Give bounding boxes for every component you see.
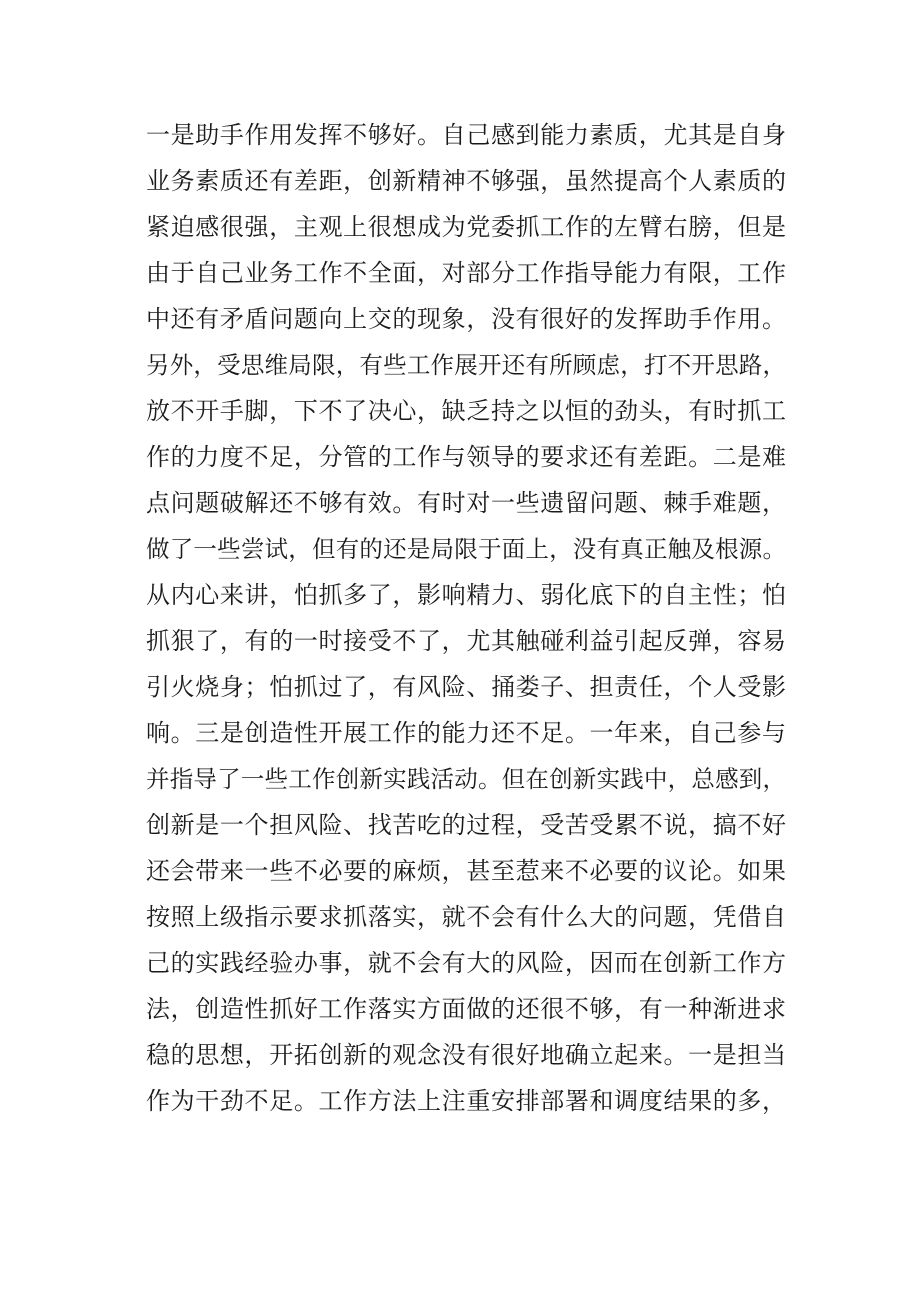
text-line: 中还有矛盾问题向上交的现象，没有很好的发挥助手作用。 — [146, 305, 786, 333]
text-line: 另外，受思维局限，有些工作展开还有所顾虑，打不开思路， — [146, 351, 786, 379]
text-line: 引火烧身；怕抓过了，有风险、捅娄子、担责任，个人受影 — [146, 673, 786, 701]
text-line: 放不开手脚，下不了决心，缺乏持之以恒的劲头，有时抓工 — [146, 397, 786, 425]
text-line: 做了一些尝试，但有的还是局限于面上，没有真正触及根源。 — [146, 535, 786, 563]
text-line: 从内心来讲，怕抓多了，影响精力、弱化底下的自主性；怕 — [146, 581, 786, 609]
text-line: 抓狠了，有的一时接受不了，尤其触碰利益引起反弹，容易 — [146, 627, 786, 655]
text-line: 并指导了一些工作创新实践活动。但在创新实践中，总感到， — [146, 765, 786, 793]
text-line: 作为干劲不足。工作方法上注重安排部署和调度结果的多， — [146, 1087, 786, 1115]
text-line: 作的力度不足，分管的工作与领导的要求还有差距。二是难 — [146, 443, 786, 471]
text-line: 还会带来一些不必要的麻烦，甚至惹来不必要的议论。如果 — [146, 857, 786, 885]
text-line: 点问题破解还不够有效。有时对一些遗留问题、棘手难题， — [146, 489, 786, 517]
text-line: 一是助手作用发挥不够好。自己感到能力素质，尤其是自身 — [146, 121, 786, 149]
text-line: 业务素质还有差距，创新精神不够强，虽然提高个人素质的 — [146, 167, 786, 195]
text-line: 由于自己业务工作不全面，对部分工作指导能力有限，工作 — [146, 259, 786, 287]
text-line: 创新是一个担风险、找苦吃的过程，受苦受累不说，搞不好 — [146, 811, 786, 839]
text-line: 己的实践经验办事，就不会有大的风险，因而在创新工作方 — [146, 949, 786, 977]
text-line: 稳的思想，开拓创新的观念没有很好地确立起来。一是担当 — [146, 1041, 786, 1069]
body-paragraph — [146, 112, 786, 1124]
text-line: 紧迫感很强，主观上很想成为党委抓工作的左臂右膀，但是 — [146, 213, 786, 241]
text-line: 响。三是创造性开展工作的能力还不足。一年来，自己参与 — [146, 719, 786, 747]
text-line: 法，创造性抓好工作落实方面做的还很不够，有一种渐进求 — [146, 995, 786, 1023]
text-line: 按照上级指示要求抓落实，就不会有什么大的问题，凭借自 — [146, 903, 786, 931]
